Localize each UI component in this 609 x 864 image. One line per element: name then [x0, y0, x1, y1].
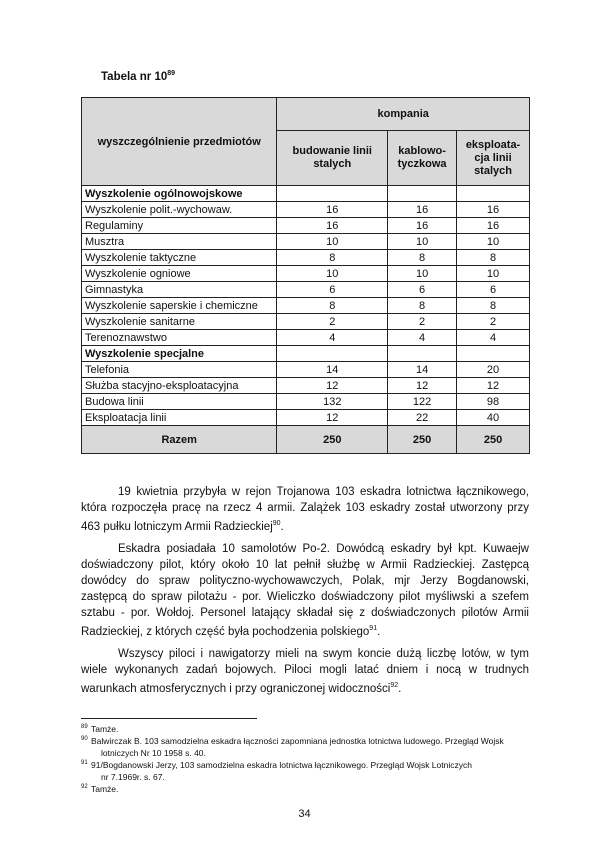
total-value: 250	[277, 426, 388, 454]
row-value: 6	[457, 282, 530, 298]
row-value: 132	[277, 394, 388, 410]
footnotes	[81, 723, 531, 795]
row-label: Wyszkolenie sanitarne	[82, 314, 277, 330]
row-value: 8	[277, 298, 388, 314]
row-value: 8	[388, 298, 457, 314]
row-value: 14	[277, 362, 388, 378]
footnote-divider	[81, 718, 257, 719]
paragraph-3	[81, 646, 529, 697]
row-value: 12	[277, 378, 388, 394]
row-value: 10	[388, 266, 457, 282]
footnote-text: Balwirczak B. 103 samodzielna eskadra łączności zapomniana jednostka lotnictwa ludowego. Przegląd Wojsk	[91, 736, 504, 746]
table-row	[82, 298, 530, 314]
table-row	[82, 202, 530, 218]
row-value: 16	[457, 202, 530, 218]
row-value: 8	[277, 250, 388, 266]
row-value: 10	[277, 234, 388, 250]
row-label: Służba stacyjno-eksploatacyjna	[82, 378, 277, 394]
row-label: Wyszkolenie polit.-wychowaw.	[82, 202, 277, 218]
footnote-text: 91/Bogdanowski Jerzy, 103 samodzielna eskadra lotnictwa łącznikowego. Przegląd Wojsk Lotniczych	[91, 760, 472, 770]
footnote-ref-91: 91	[369, 625, 378, 632]
row-value: 6	[388, 282, 457, 298]
paragraph-3-text: Wszyscy piloci i nawigatorzy mieli na swym koncie dużą liczbę lotów, w tym wiele wykonanych zadań bojowych. Piloci mogli latać dniem i nocą w trudnych warunkach atmosferycznych i przy ograniczonej widoczności	[81, 648, 529, 695]
section-title-special: Wyszkolenie specjalne	[82, 346, 277, 362]
row-value: 16	[277, 218, 388, 234]
row-value: 12	[388, 378, 457, 394]
row-value: 20	[457, 362, 530, 378]
row-value: 122	[388, 394, 457, 410]
row-value: 4	[388, 330, 457, 346]
row-value: 8	[388, 250, 457, 266]
footnote-text: Tamże.	[91, 724, 119, 734]
footnote-mark: 91	[81, 760, 88, 766]
footnote-mark: 90	[81, 736, 88, 742]
paragraph-3-end: .	[398, 682, 402, 695]
row-value: 10	[457, 234, 530, 250]
footnote-text: Tamże.	[91, 784, 119, 794]
header-column-1: budowanie linii stalych	[277, 131, 388, 186]
page-number: 34	[298, 808, 311, 820]
paragraph-2-text: Eskadra posiadała 10 samolotów Po-2. Dowódcą eskadry był kpt. Kuwaejw doświadczony pilot, który około 10 lat pełnił służbę w Armii Radzieckiej. Zastępcą dowódcy do spraw polityczno-wychowawczych, Polak, mjr Jerzy Bogdanowski, zastępcą do spraw pilotażu - por. Wieliczko doświadczony pilot myśliwski a szefem sztabu - por. Wołdoj. Personel latający składał się z doświadczonych pilotów Armii Radzieckiej, z których część była pochodzenia polskiego	[81, 543, 529, 638]
table-caption-text: Tabela nr 10	[101, 70, 168, 83]
footnote-mark: 89	[81, 724, 88, 730]
paragraph-1-end: .	[280, 520, 284, 533]
row-value: 8	[457, 298, 530, 314]
paragraph-2	[81, 541, 529, 640]
header-column-3: eksploata-cja linii stalych	[457, 131, 530, 186]
row-value: 16	[388, 202, 457, 218]
row-label: Telefonia	[82, 362, 277, 378]
total-label: Razem	[82, 426, 277, 454]
total-value: 250	[388, 426, 457, 454]
footnote-ref-90: 90	[272, 520, 281, 527]
header-kompania: kompania	[277, 98, 530, 131]
footnote	[81, 759, 531, 783]
row-label: Wyszkolenie taktyczne	[82, 250, 277, 266]
row-value: 12	[457, 378, 530, 394]
table-row	[82, 394, 530, 410]
footnote-text-continued: lotniczych Nr 10 1958 s. 40.	[101, 748, 206, 758]
row-label: Gimnastyka	[82, 282, 277, 298]
header-column-2: kablowo-tyczkowa	[388, 131, 457, 186]
row-label: Wyszkolenie saperskie i chemiczne	[82, 298, 277, 314]
row-label: Wyszkolenie ogniowe	[82, 266, 277, 282]
footnote	[81, 783, 531, 795]
footnote	[81, 735, 531, 759]
table-row	[82, 218, 530, 234]
total-row	[82, 426, 530, 454]
row-value: 16	[457, 218, 530, 234]
row-value: 16	[277, 202, 388, 218]
row-label: Terenoznawstwo	[82, 330, 277, 346]
row-value: 10	[277, 266, 388, 282]
section-special-rows	[82, 362, 530, 426]
footnote-text-continued: nr 7.1969r. s. 67.	[101, 772, 165, 782]
table-row	[82, 314, 530, 330]
training-hours-table	[81, 97, 530, 454]
row-value: 12	[277, 410, 388, 426]
paragraph-2-end: .	[377, 625, 381, 638]
row-label: Budowa linii	[82, 394, 277, 410]
row-value: 10	[388, 234, 457, 250]
row-value: 14	[388, 362, 457, 378]
row-label: Eksploatacja linii	[82, 410, 277, 426]
row-value: 6	[277, 282, 388, 298]
footnote	[81, 723, 531, 735]
section-general-rows	[82, 202, 530, 346]
row-value: 2	[388, 314, 457, 330]
table-row	[82, 410, 530, 426]
table-caption	[101, 70, 175, 83]
footnote-mark: 92	[81, 784, 88, 790]
paragraph-1	[81, 484, 529, 535]
row-label: Regulaminy	[82, 218, 277, 234]
row-label: Musztra	[82, 234, 277, 250]
table-row	[82, 282, 530, 298]
row-value: 22	[388, 410, 457, 426]
header-subject: wyszczególnienie przedmiotów	[82, 98, 277, 186]
row-value: 16	[388, 218, 457, 234]
row-value: 2	[277, 314, 388, 330]
row-value: 10	[457, 266, 530, 282]
table-row	[82, 362, 530, 378]
table-caption-footnote-ref: 89	[167, 70, 176, 77]
row-value: 4	[277, 330, 388, 346]
footnote-ref-92: 92	[390, 682, 399, 689]
row-value: 98	[457, 394, 530, 410]
table-row	[82, 330, 530, 346]
row-value: 40	[457, 410, 530, 426]
section-title-general: Wyszkolenie ogólnowojskowe	[82, 186, 277, 202]
row-value: 2	[457, 314, 530, 330]
row-value: 4	[457, 330, 530, 346]
table-row	[82, 250, 530, 266]
paragraph-1-text: 19 kwietnia przybyła w rejon Trojanowa 103 eskadra lotnictwa łącznikowego, która rozpoczęła pracę na rzecz 4 armii. Zalążek 103 eskadry został utworzony przy 463 pułku lotniczym Armii Radzieckiej	[81, 486, 529, 533]
row-value: 8	[457, 250, 530, 266]
table-row	[82, 378, 530, 394]
total-value: 250	[457, 426, 530, 454]
table-row	[82, 234, 530, 250]
table-row	[82, 266, 530, 282]
